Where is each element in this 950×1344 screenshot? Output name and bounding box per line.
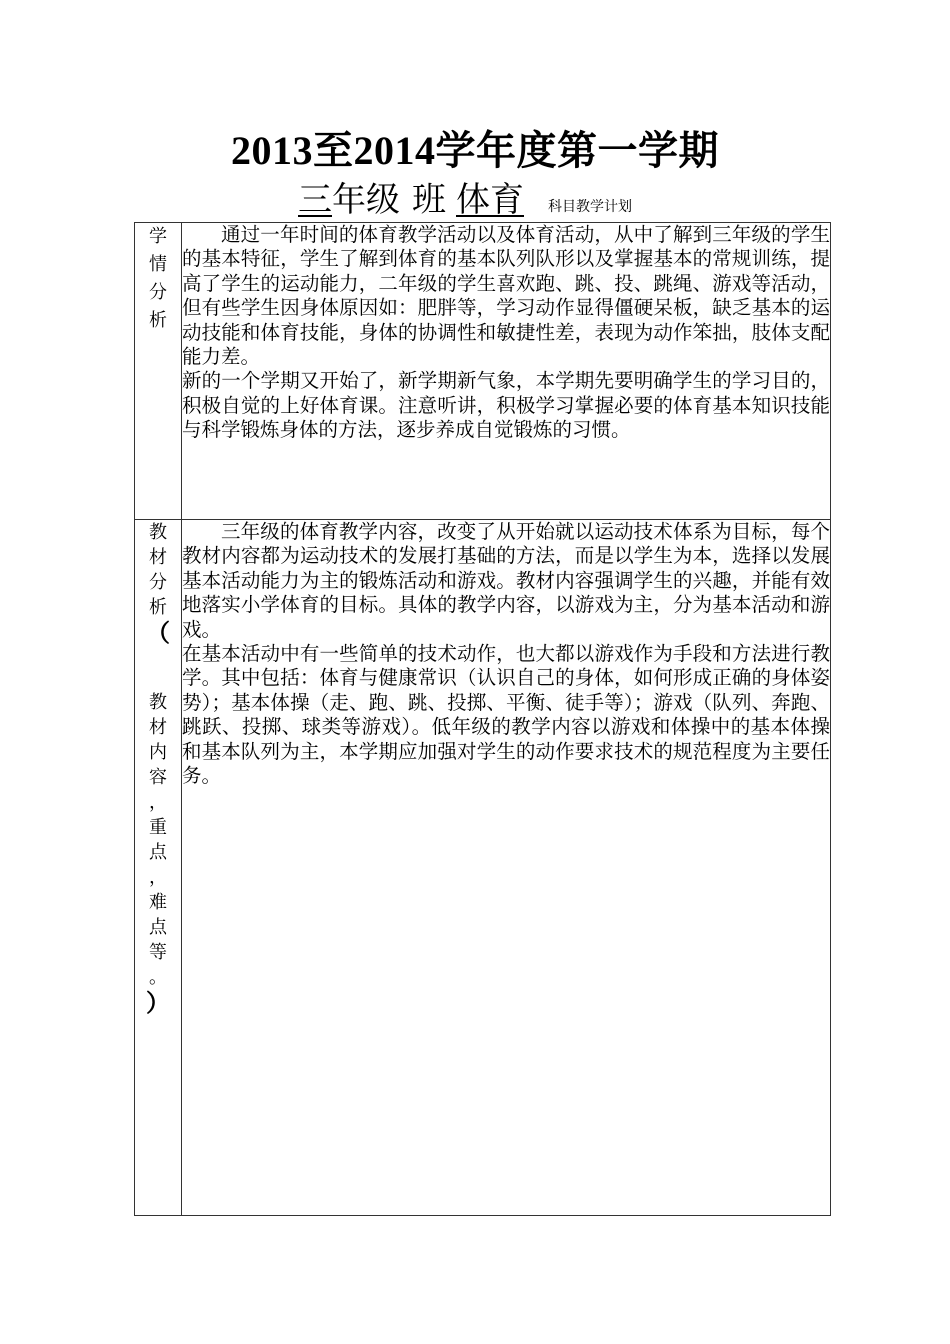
close-paren: ） xyxy=(146,988,170,1017)
class-label: 班 xyxy=(412,180,446,220)
label-char: 学 xyxy=(149,226,167,247)
paragraph: 在基本活动中有一些简单的技术动作，也大都以游戏作为手段和方法进行教学。其中包括：体育与健康常识（认识自己的身体，如何形成正确的身体姿势）；基本体操（走、跑、跳、投掷、平衡、徒手等）；游戏（队列、奔跑、跳跃、投掷、球类等游戏）。低年级的教学内容以游戏和体操中的基本体操和基本队列为主，本学期应加强对学生的动作要求技术的规范程度为主要任务。 xyxy=(182,642,830,788)
label-char: 点 xyxy=(149,917,167,938)
label-char: ， xyxy=(149,792,167,813)
subject-value: 体育 xyxy=(456,180,524,220)
document-subtitle xyxy=(282,180,632,220)
class-blank xyxy=(400,180,412,220)
material-analysis-row xyxy=(135,520,831,1216)
student-analysis-content xyxy=(182,223,831,520)
grade-value: 三 xyxy=(298,180,332,220)
label-char: 析 xyxy=(149,597,167,618)
label-char: 难 xyxy=(149,892,167,913)
label-char: 分 xyxy=(149,572,167,593)
label-char: 情 xyxy=(149,254,167,275)
plan-table xyxy=(134,222,831,1216)
label-char: 分 xyxy=(149,282,167,303)
label-char: ， xyxy=(149,867,167,888)
label-char: 点 xyxy=(149,842,167,863)
label-char: 内 xyxy=(149,742,167,763)
label-char: 。 xyxy=(149,967,167,988)
label-char: 容 xyxy=(149,767,167,788)
label-char: 材 xyxy=(149,547,167,568)
student-analysis-label xyxy=(135,223,182,520)
subject-field xyxy=(446,180,546,220)
label-char: 教 xyxy=(149,692,167,713)
open-paren: （ xyxy=(146,618,170,647)
student-analysis-row xyxy=(135,223,831,520)
paragraph: 三年级的体育教学内容，改变了从开始就以运动技术体系为目标，每个教材内容都为运动技术的发展打基础的方法，而是以学生为本，选择以发展基本活动能力为主的锻炼活动和游戏。教材内容强调学生的兴趣，并能有效地落实小学体育的目标。具体的教学内容，以游戏为主，分为基本活动和游戏。 xyxy=(182,520,830,641)
material-analysis-label xyxy=(135,520,182,1216)
paragraph: 新的一个学期又开始了，新学期新气象，本学期先要明确学生的学习目的，积极自觉的上好体育课。注意听讲，积极学习掌握必要的体育基本知识技能与科学锻炼身体的方法，逐步养成自觉锻炼的习惯。 xyxy=(182,369,830,442)
grade-suffix: 年级 xyxy=(332,180,400,220)
label-char: 等 xyxy=(149,942,167,963)
material-analysis-content xyxy=(182,520,831,1216)
label-char: 析 xyxy=(149,310,167,331)
paragraph: 通过一年时间的体育教学活动以及体育活动，从中了解到三年级的学生的基本特征，学生了解到体育的基本队列队形以及掌握基本的常规训练，提高了学生的运动能力，二年级的学生喜欢跑、跳、投、跳绳、游戏等活动，但有些学生因身体原因如：肥胖等，学习动作显得僵硬呆板，缺乏基本的运动技能和体育技能，身体的协调性和敏捷性差，表现为动作笨拙，肢体支配能力差。 xyxy=(182,223,830,369)
document-title: 2013至2014学年度第一学期 xyxy=(231,128,719,173)
label-char: 重 xyxy=(149,817,167,838)
label-char: 教 xyxy=(149,522,167,543)
grade-field xyxy=(282,180,332,220)
subtitle-suffix: 科目教学计划 xyxy=(548,199,632,215)
label-char: 材 xyxy=(149,717,167,738)
